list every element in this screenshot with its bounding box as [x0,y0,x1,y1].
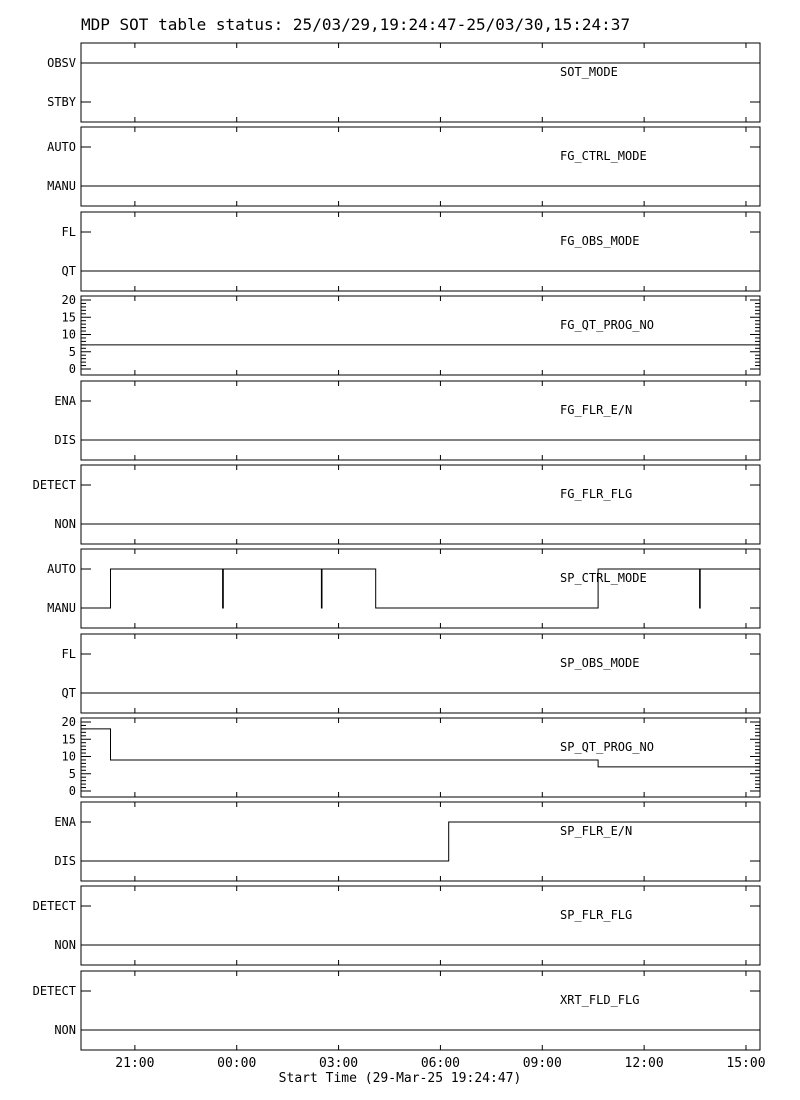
panel-label: FG_FLR_E/N [560,403,633,417]
chart-title: MDP SOT table status: 25/03/29,19:24:47-25/03/30,15:24:37 [81,15,631,34]
panel [54,802,760,881]
y-tick-label: ENA [54,394,76,408]
panel-frame [81,971,760,1050]
y-tick-label: NON [54,938,76,952]
panel-label: SP_CTRL_MODE [560,571,647,585]
panel-frame [81,718,760,797]
panel-frame [81,465,760,544]
panel [33,465,760,544]
y-tick-label: FL [61,225,76,239]
y-tick-label: 5 [68,344,76,359]
panel [47,549,760,628]
x-tick-label: 09:00 [522,1056,562,1071]
y-tick-label: 15 [61,310,76,325]
y-tick-label: DETECT [32,899,76,913]
y-tick-label: DETECT [32,478,76,492]
y-tick-label: ENA [54,815,76,829]
y-tick-label: NON [54,517,76,531]
panel-label: FG_OBS_MODE [560,234,640,248]
x-tick-label: 03:00 [319,1056,359,1071]
y-tick-label: DETECT [32,984,76,998]
panel [33,971,760,1050]
panel-label: SP_FLR_FLG [560,908,633,922]
panel [62,293,760,376]
panel [62,634,760,713]
series-line [81,822,760,861]
y-tick-label: 10 [61,749,76,764]
y-tick-label: 5 [68,766,76,781]
panel-frame [81,381,760,460]
panel-frame [81,212,760,291]
y-tick-label: AUTO [47,140,76,154]
panel-label: FG_QT_PROG_NO [560,318,654,332]
panel-label: FG_CTRL_MODE [560,149,647,163]
series-line [81,569,760,608]
panel [33,886,760,965]
x-tick-label: 00:00 [217,1056,257,1071]
y-tick-label: 20 [61,293,76,307]
panel [62,212,760,291]
panel-label: FG_FLR_FLG [560,487,633,501]
panel-label: XRT_FLD_FLG [560,993,640,1007]
panel-frame [81,43,760,122]
y-tick-label: 15 [61,732,76,747]
panel [47,127,760,206]
y-tick-label: 20 [61,715,76,729]
panel-label: SP_QT_PROG_NO [560,740,654,754]
y-tick-label: QT [61,264,76,278]
x-tick-label: 21:00 [115,1056,155,1071]
x-axis-label: Start Time (29-Mar-25 19:24:47) [278,1071,522,1086]
y-tick-label: NON [54,1023,76,1037]
series-line [81,729,760,767]
panel-label: SP_FLR_E/N [560,824,633,838]
x-tick-label: 06:00 [420,1056,460,1071]
panel [54,381,760,460]
y-tick-label: DIS [54,433,76,447]
y-tick-label: FL [61,647,76,661]
panel-label: SOT_MODE [560,65,618,79]
panel-frame [81,296,760,375]
panel [62,715,760,798]
panel-label: SP_OBS_MODE [560,656,640,670]
panel-frame [81,549,760,628]
panel-frame [81,802,760,881]
y-tick-label: 0 [68,784,76,798]
y-tick-label: MANU [47,601,76,615]
y-tick-label: DIS [54,854,76,868]
y-tick-label: MANU [47,179,76,193]
y-tick-label: STBY [47,95,76,109]
panel [47,43,760,122]
x-tick-label: 15:00 [726,1056,766,1071]
y-tick-label: 10 [61,327,76,342]
panel-frame [81,634,760,713]
y-tick-label: AUTO [47,562,76,576]
panel-frame [81,127,760,206]
x-tick-label: 12:00 [624,1056,664,1071]
panel-frame [81,886,760,965]
y-tick-label: OBSV [47,56,76,70]
y-tick-label: QT [61,686,76,700]
y-tick-label: 0 [68,362,76,376]
